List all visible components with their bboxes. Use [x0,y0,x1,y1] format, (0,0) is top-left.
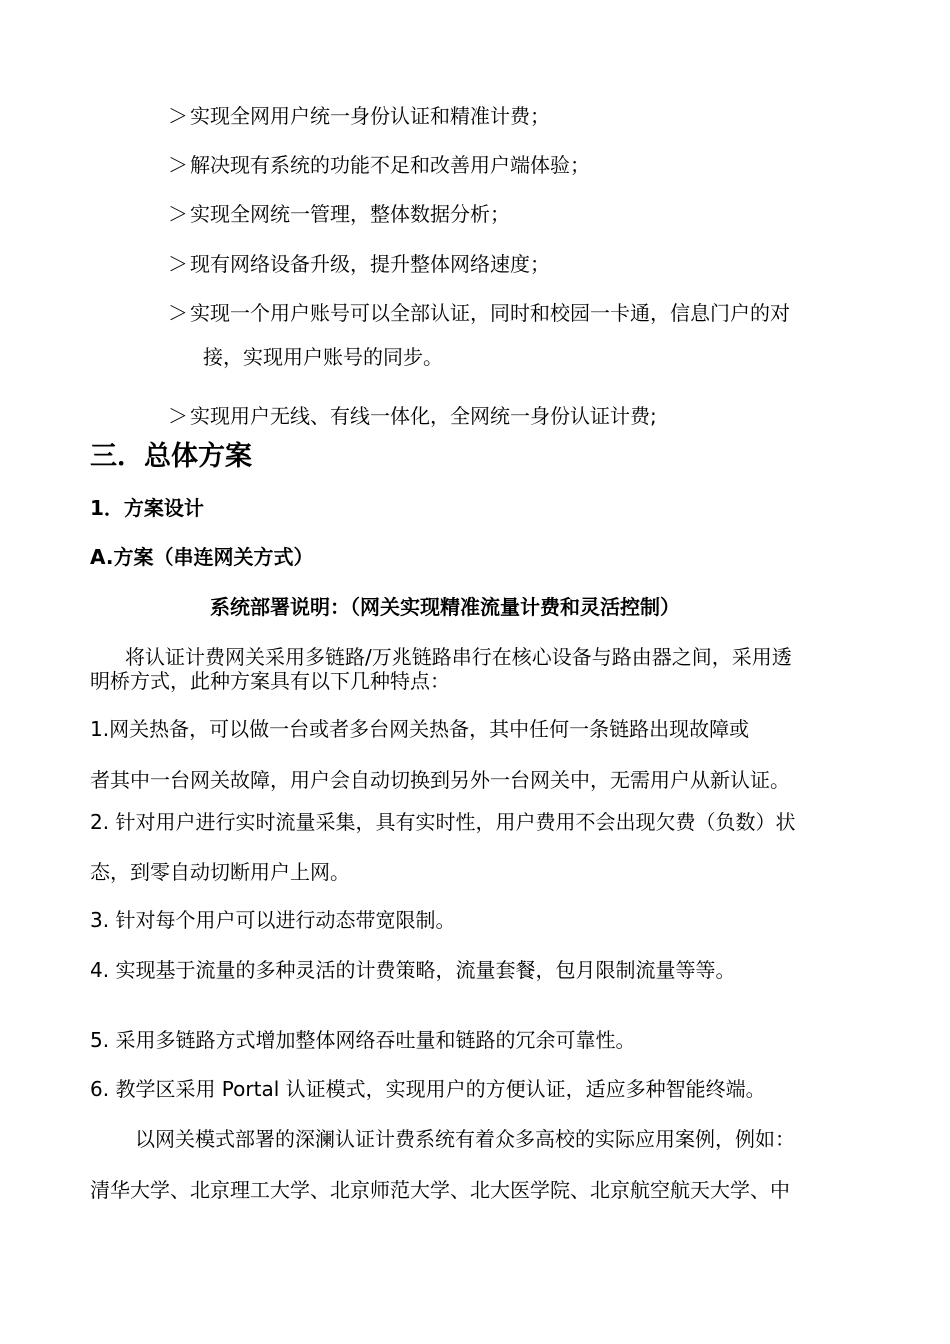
bullet-item [168,300,790,326]
bullet-item [168,403,657,429]
bullet-text: 现有网络设备升级，提升整体网络速度； [190,252,550,276]
feature-line: 态，到零自动切断用户上网。 [90,860,350,884]
feature-line: 3. 针对每个用户可以进行动态带宽限制。 [90,908,456,932]
bullet-item [168,152,590,178]
bullet-text: 实现全网统一管理，整体数据分析； [190,202,510,226]
feature-line: 6. 教学区采用 Portal 认证模式，实现用户的方便认证，适应多种智能终端。 [90,1077,766,1101]
closing-line: 清华大学、北京理工大学、北京师范大学、北大医学院、北京航空航天大学、中 [90,1178,790,1202]
scheme-title: A.方案（串连网关方式） [90,545,314,569]
bullet-text: 实现用户无线、有线一体化，全网统一身份认证计费; [190,404,657,428]
feature-line: 者其中一台网关故障，用户会自动切换到另外一台网关中，无需用户从新认证。 [90,768,790,792]
intro-line: 明桥方式，此种方案具有以下几种特点： [90,669,450,693]
bullet-item [168,103,550,129]
intro-line: 将认证计费网关采用多链路/万兆链路串行在核心设备与路由器之间，采用透 [125,645,792,669]
center-caption: 系统部署说明：（网关实现精准流量计费和灵活控制） [210,595,680,619]
arrow-marker: ＞ [168,104,188,128]
feature-line: 1.网关热备，可以做一台或者多台网关热备，其中任何一条链路出现故障或 [90,717,750,741]
bullet-text: 实现一个用户账号可以全部认证，同时和校园一卡通，信息门户的对 [190,301,790,325]
section-title: 三．总体方案 [90,441,252,472]
subsection-title: 1．方案设计 [90,496,204,520]
bullet-text: 解决现有系统的功能不足和改善用户端体验； [190,153,590,177]
bullet-item [168,251,550,277]
bullet-text: 实现全网用户统一身份认证和精准计费； [190,104,550,128]
arrow-marker: ＞ [168,252,188,276]
arrow-marker: ＞ [168,153,188,177]
feature-line: 4. 实现基于流量的多种灵活的计费策略，流量套餐，包月限制流量等等。 [90,958,736,982]
arrow-marker: ＞ [168,202,188,226]
arrow-marker: ＞ [168,301,188,325]
bullet-item [168,201,510,227]
closing-line: 以网关模式部署的深澜认证计费系统有着众多高校的实际应用案例，例如： [135,1127,795,1151]
feature-line: 5. 采用多链路方式增加整体网络吞吐量和链路的冗余可靠性。 [90,1028,636,1052]
feature-line: 2. 针对用户进行实时流量采集，具有实时性，用户费用不会出现欠费（负数）状 [90,810,796,834]
bullet-continuation: 接，实现用户账号的同步。 [203,345,443,369]
arrow-marker: ＞ [168,404,188,428]
